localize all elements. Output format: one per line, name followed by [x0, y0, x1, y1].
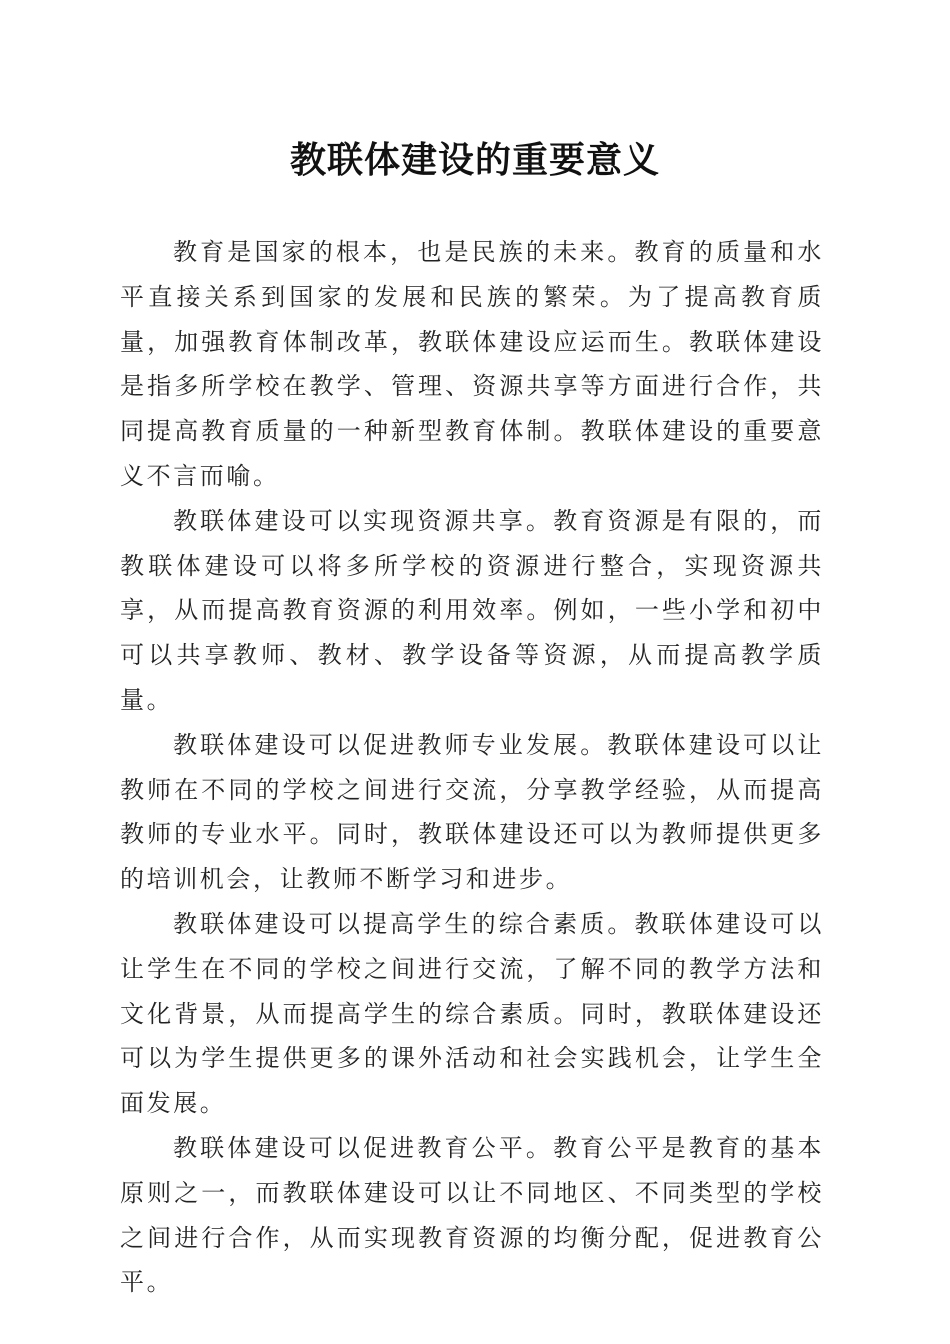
paragraph-resource-sharing: 教联体建设可以实现资源共享。教育资源是有限的，而教联体建设可以将多所学校的资源进行整合，实现资源共享，从而提高教育资源的利用效率。例如，一些小学和初中可以共享教师、教材、教学设备等资源，从而提高教学质量。: [120, 506, 824, 714]
paragraph-education-equity: 教联体建设可以促进教育公平。教育公平是教育的基本原则之一，而教联体建设可以让不同地区、不同类型的学校之间进行合作，从而实现教育资源的均衡分配，促进教育公平。: [120, 1133, 824, 1297]
paragraph-introduction: 教育是国家的根本，也是民族的未来。教育的质量和水平直接关系到国家的发展和民族的繁荣。为了提高教育质量，加强教育体制改革，教联体建设应运而生。教联体建设是指多所学校在教学、管理、资源共享等方面进行合作，共同提高教育质量的一种新型教育体制。教联体建设的重要意义不言而喻。: [120, 238, 824, 490]
document-body: [120, 230, 824, 1305]
document-title: 教联体建设的重要意义: [289, 139, 660, 181]
paragraph-student-quality: 教联体建设可以提高学生的综合素质。教联体建设可以让学生在不同的学校之间进行交流，了解不同的教学方法和文化背景，从而提高学生的综合素质。同时，教联体建设还可以为学生提供更多的课外活动和社会实践机会，让学生全面发展。: [120, 909, 824, 1118]
paragraph-teacher-development: 教联体建设可以促进教师专业发展。教联体建设可以让教师在不同的学校之间进行交流，分享教学经验，从而提高教师的专业水平。同时，教联体建设还可以为教师提供更多的培训机会，让教师不断学习和进步。: [120, 730, 824, 894]
